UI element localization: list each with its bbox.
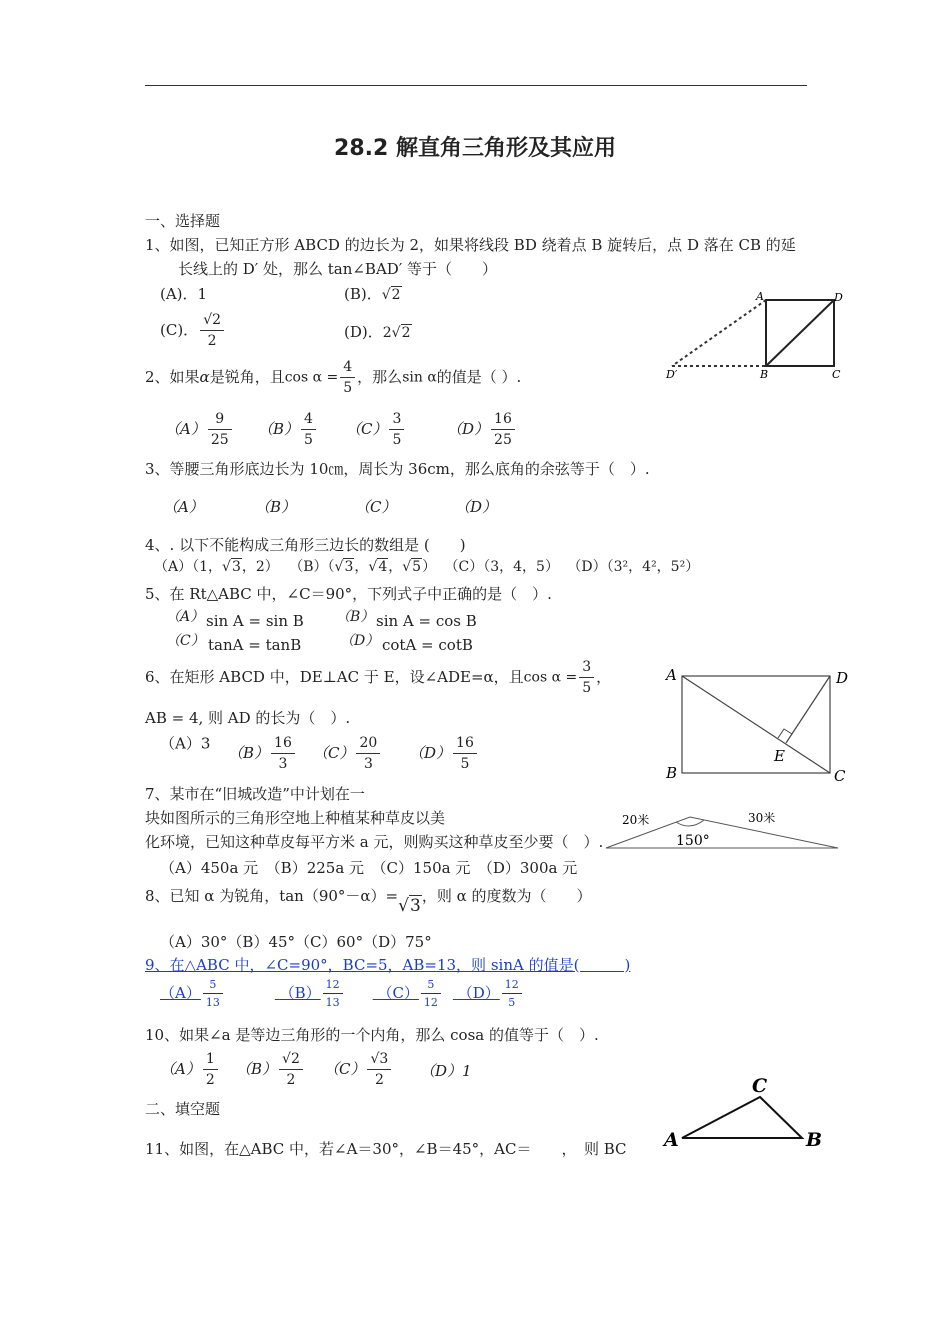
q1-fig-label-a: A (756, 290, 764, 303)
header-rule (145, 85, 807, 86)
q7-fig-label-left: 20米 (622, 813, 650, 827)
q5-option-c: （C） (166, 633, 205, 649)
q5-option-d-expr: cotA = cotB (382, 636, 473, 654)
q3-text: 3、等腰三角形底边长为 10㎝，周长为 36cm，那么底角的余弦等于（ ）. (145, 460, 650, 478)
q1-fig-label-d: D (834, 291, 843, 304)
q1-fig-label-dprime: D′ (666, 368, 678, 381)
q11-triangle-figure (660, 1072, 830, 1152)
q10-option-a: （A） $\frac{1}{2}$ (160, 1052, 220, 1087)
q6-option-a: （A）3 (160, 734, 211, 753)
q5-option-b: （B） (336, 609, 375, 625)
q7-fig-label-right: 30米 (748, 811, 776, 825)
q6-fig-label-b: B (666, 764, 678, 782)
page-title: 28.2 解直角三角形及其应用 (334, 136, 616, 161)
q3-option-a: （A） (163, 498, 204, 516)
q10-option-b: （B） $\frac{√2}{2}$ (236, 1052, 305, 1087)
q2-option-d: （D） $\frac{16}{25}$ (447, 412, 517, 447)
q6-fig-label-e: E (774, 747, 785, 765)
q10-option-d: （D）1 (420, 1062, 472, 1080)
q1-option-c: (C)． $\frac{√2}{2}$ (160, 313, 226, 348)
q1-option-b: (B)．√2 (344, 285, 401, 303)
q5-option-d: （D） (340, 633, 380, 649)
q9-text: 9、在△ABC 中，∠C=90°，BC=5，AB=13，则 sinA 的值是( ) (145, 956, 631, 974)
q11-text: 11、如图，在△ABC 中，若∠A＝30°，∠B＝45°，AC＝ ， 则 BC (145, 1140, 627, 1158)
q8-text: 8、已知 α 为锐角，tan（90°－α）=√3，则 α 的度数为（ ） (145, 887, 592, 916)
q1-square-figure (660, 288, 850, 388)
q11-fig-label-b: B (806, 1129, 823, 1151)
q1-fig-label-b: B (760, 368, 769, 381)
q2-text: 2、如果α是锐角，且cos α = $\frac{4}{5}$ ，那么sin α的值是（ ）. (145, 359, 522, 396)
q10-option-c: （C） $\frac{√3}{2}$ (324, 1052, 393, 1087)
q7-text-line2: 块如图所示的三角形空地上种植某种草皮以美 (145, 809, 446, 827)
q5-option-b-expr: sin A = cos B (376, 612, 477, 630)
q2-option-b: （B） $\frac{4}{5}$ (258, 412, 318, 447)
q6-fig-label-d: D (836, 669, 849, 687)
q5-option-c-expr: tanA = tanB (208, 636, 302, 654)
q5-option-a-expr: sin A = sin B (206, 612, 304, 630)
q7-fig-angle: 150° (676, 833, 710, 849)
q6-fig-label-c: C (834, 767, 846, 785)
q3-option-d: （D） (455, 498, 498, 516)
q6-option-d: （D） $\frac{16}{5}$ (409, 736, 479, 771)
q1-text-line2: 长线上的 D′ 处，那么 tan∠BAD′ 等于（ ） (178, 260, 497, 278)
section-fill-heading: 二、填空题 (145, 1100, 221, 1118)
q8-options: （A）30°（B）45°（C）60°（D）75° (160, 933, 432, 951)
q1-option-a: (A)．1 (160, 285, 208, 303)
q7-text-line3: 化环境，已知这种草皮每平方米 a 元，则购买这种草皮至少要（ ）. (145, 833, 604, 851)
q7-triangle-figure (600, 805, 840, 855)
q6-text-line2: AB = 4, 则 AD 的长为（ ）. (145, 709, 351, 727)
q7-options: （A）450a 元 （B）225a 元 （C）150a 元 （D）300a 元 (160, 859, 578, 877)
q2-option-a: （A） $\frac{9}{25}$ (165, 412, 234, 447)
q5-text: 5、在 Rt△ABC 中，∠C＝90°，下列式子中正确的是（ ）. (145, 585, 552, 603)
q1-text-line1: 1、如图，已知正方形 ABCD 的边长为 2，如果将线段 BD 绕着点 B 旋转后，点 D 落在 CB 的延 (145, 236, 796, 254)
q11-fig-label-c: C (752, 1075, 768, 1097)
q11-fig-label-a: A (664, 1129, 679, 1151)
q6-rectangle-figure (660, 660, 860, 790)
q4-text: 4、. 以下不能构成三角形三边长的数组是 ( ) (145, 536, 466, 554)
q3-option-c: （C） (355, 498, 397, 516)
q10-text: 10、如果∠a 是等边三角形的一个内角，那么 cosa 的值等于（ ）. (145, 1026, 599, 1044)
q1-fig-label-c: C (832, 368, 841, 381)
q6-option-c: （C） $\frac{20}{3}$ (313, 736, 382, 771)
q1-option-d: (D)．2√2 (344, 323, 411, 341)
q6-option-b: （B） $\frac{16}{3}$ (228, 736, 297, 771)
q4-options: （A）（1，√3，2） （B）（√3，√4，√5） （C）（3，4，5） （D）（3²，4²，5²） (154, 559, 700, 575)
q7-text-line1: 7、某市在“旧城改造”中计划在一 (145, 785, 365, 803)
q3-option-b: （B） (255, 498, 297, 516)
q5-option-a: （A） (166, 609, 205, 625)
q6-fig-label-a: A (666, 666, 677, 684)
q9-options: （A） $\frac{5}{13}$ （B） $\frac{12}{13}$ （C） $\frac{5}{12}$ （D） $\frac{12}{5}$ (160, 979, 524, 1008)
q6-text: 6、在矩形 ABCD 中，DE⊥AC 于 E，设∠ADE=α，且cos α = $\frac{3}{5}$ ， (145, 659, 612, 696)
q2-option-c: （C） $\frac{3}{5}$ (346, 412, 406, 447)
section-choice-heading: 一、选择题 (145, 212, 221, 230)
